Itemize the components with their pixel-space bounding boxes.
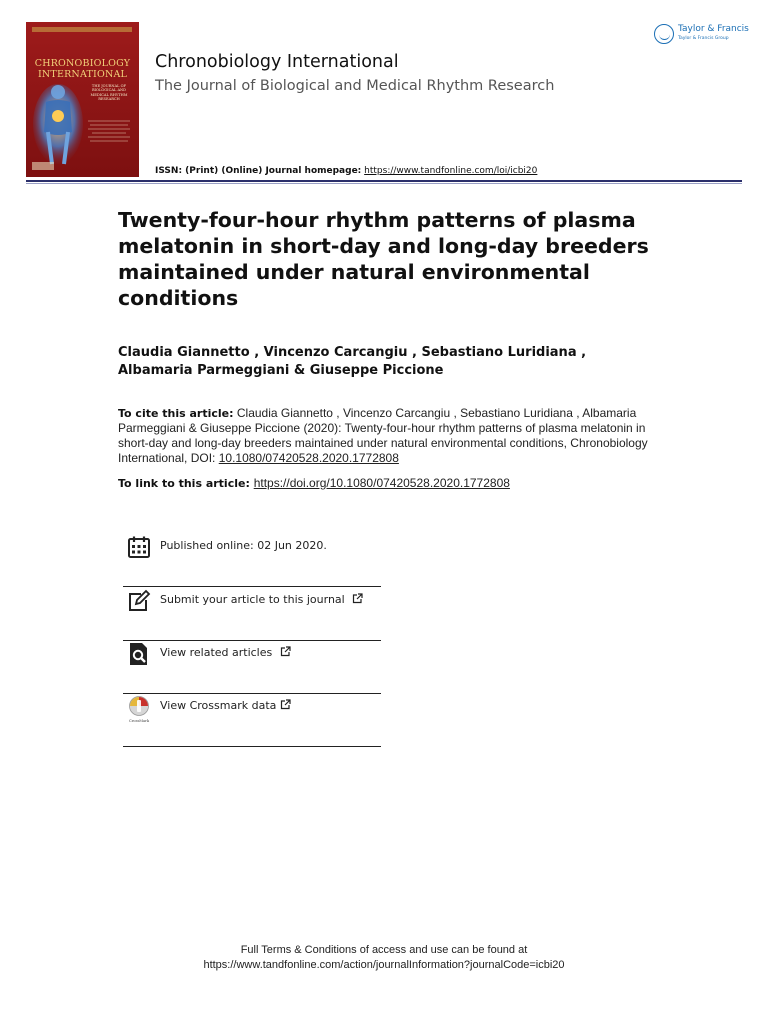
- issn-line: [155, 166, 537, 176]
- taylor-francis-logo[interactable]: [654, 22, 749, 48]
- article-link-line: [118, 476, 648, 490]
- crossmark-link[interactable]: [160, 699, 291, 712]
- published-online-row: [123, 535, 381, 587]
- external-link-icon: [280, 699, 291, 710]
- journal-homepage-link[interactable]: https://www.tandfonline.com/loi/icbi20: [364, 166, 538, 176]
- related-articles-label: View related articles: [160, 646, 273, 659]
- info-divider: [123, 746, 381, 747]
- crossmark-logo-text: CrossMark: [128, 719, 150, 723]
- submit-article-label: Submit your article to this journal: [160, 593, 345, 606]
- journal-subtitle: The Journal of Biological and Medical Rhythm Research: [155, 78, 555, 94]
- cover-title-line2: INTERNATIONAL: [37, 69, 128, 80]
- article-title: Twenty-four-hour rhythm patterns of plasma melatonin in short-day and long-day breeders maintained under natural environmental conditions: [118, 208, 649, 310]
- info-divider: [123, 640, 381, 641]
- crossmark-label: View Crossmark data: [160, 699, 277, 712]
- calendar-icon: [127, 535, 151, 559]
- edit-icon: [127, 589, 151, 613]
- info-divider: [123, 586, 381, 587]
- issn-label: ISSN: (Print) (Online) Journal homepage:: [155, 166, 362, 176]
- cover-publisher-logo: [32, 162, 54, 170]
- header-rule: [26, 180, 742, 182]
- citation-text: Claudia Giannetto , Vincenzo Carcangiu , Sebastiano Luridiana , Albamaria Parmeggiani & Giuseppe Piccione (2020): Twenty-four-hour rhythm patterns of plasma melatonin in short-day and long-day breeders maintained under natural environmental conditions, Chronobiology International, DOI:: [118, 406, 648, 465]
- search-document-icon: [127, 642, 151, 666]
- human-figure-illustration: [32, 80, 84, 166]
- header-rule-light: [26, 183, 742, 184]
- cover-subtitle: THE JOURNAL OF BIOLOGICAL AND MEDICAL RHYTHM RESEARCH: [90, 84, 128, 102]
- journal-title: Chronobiology International: [155, 52, 399, 72]
- citation-block: [118, 406, 648, 466]
- cover-title-line1: CHRONOBIOLOGY: [34, 58, 131, 69]
- cover-top-bar: [32, 27, 132, 32]
- published-online-text: Published online: 02 Jun 2020.: [160, 539, 327, 552]
- cover-title: [26, 58, 139, 80]
- external-link-icon: [280, 646, 291, 657]
- related-articles-row[interactable]: [123, 642, 381, 694]
- submit-article-row[interactable]: [123, 589, 381, 641]
- doi-link[interactable]: 10.1080/07420528.2020.1772808: [218, 451, 399, 465]
- journal-cover: [26, 22, 139, 177]
- article-authors: Claudia Giannetto , Vincenzo Carcangiu , Sebastiano Luridiana , Albamaria Parmeggiani & Giuseppe Piccione: [118, 345, 587, 378]
- terms-url[interactable]: https://www.tandfonline.com/action/journalInformation?journalCode=icbi20: [203, 959, 565, 971]
- taylor-francis-circle-icon: [654, 24, 674, 44]
- crossmark-icon: [127, 695, 151, 723]
- related-articles-link[interactable]: [160, 646, 291, 659]
- article-link-label: To link to this article:: [118, 477, 254, 490]
- publisher-group: Taylor & Francis Group: [678, 36, 729, 41]
- cover-small-text: [84, 118, 134, 150]
- publisher-name: Taylor & Francis: [678, 24, 749, 34]
- citation-label: To cite this article:: [118, 407, 234, 420]
- submit-article-link[interactable]: [160, 593, 363, 606]
- external-link-icon: [352, 593, 363, 604]
- terms-footer: [0, 943, 768, 973]
- info-divider: [123, 693, 381, 694]
- cover-text-lines: [84, 118, 134, 148]
- crossmark-row[interactable]: [123, 695, 381, 747]
- article-doi-url[interactable]: https://doi.org/10.1080/07420528.2020.1772808: [253, 476, 510, 490]
- terms-line: Full Terms & Conditions of access and use can be found at: [240, 944, 528, 956]
